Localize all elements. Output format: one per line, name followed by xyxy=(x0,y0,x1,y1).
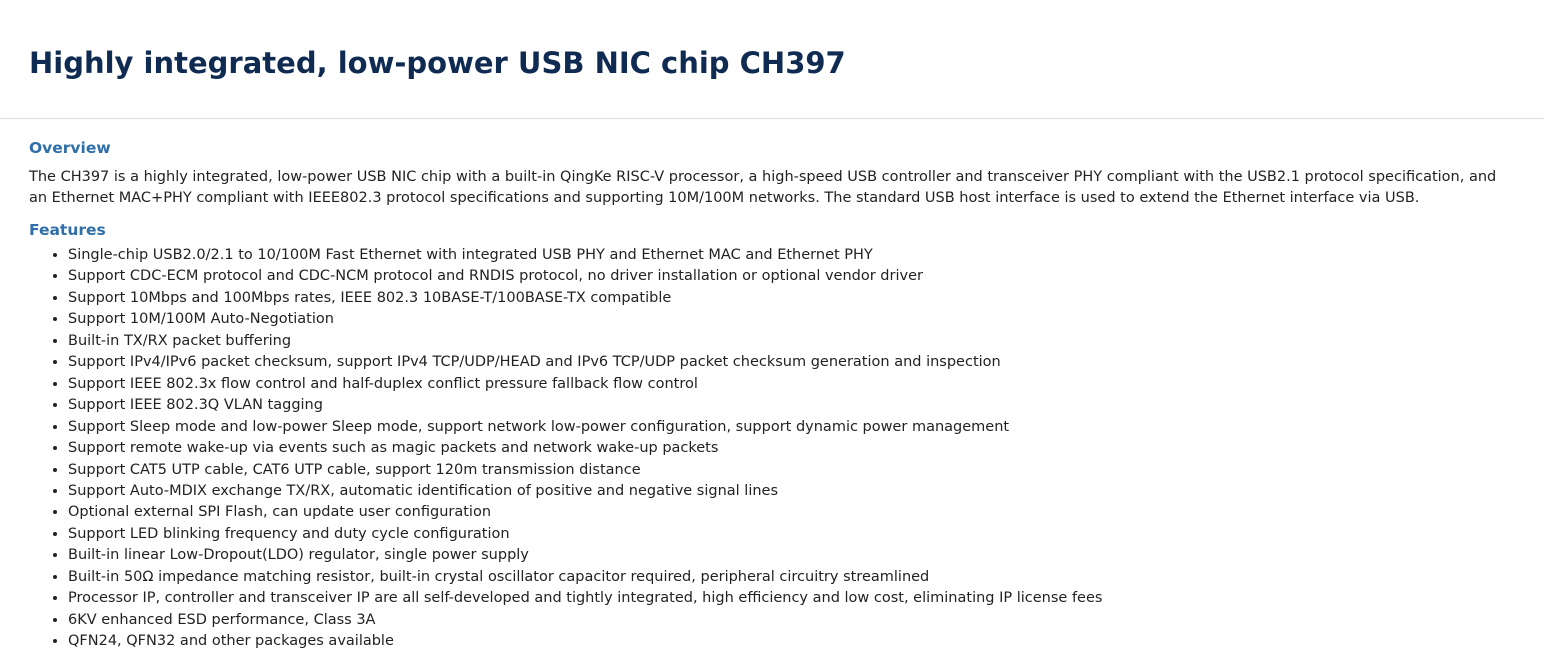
feature-item: • QFN24, QFN32 and other packages available xyxy=(68,631,1515,652)
feature-item: • Support IEEE 802.3Q VLAN tagging xyxy=(68,395,1515,416)
feature-item: • Support IEEE 802.3x flow control and half-duplex conflict pressure fallback flow control xyxy=(68,374,1515,395)
feature-item: • Support 10Mbps and 100Mbps rates, IEEE 802.3 10BASE-T/100BASE-TX compatible xyxy=(68,288,1515,309)
page-header xyxy=(0,0,1544,119)
features-heading: Features xyxy=(29,221,106,239)
feature-item: • Optional external SPI Flash, can update user configuration xyxy=(68,502,1515,523)
feature-item: • Processor IP, controller and transceiver IP are all self-developed and tightly integrated, high efficiency and low cost, eliminating IP license fees xyxy=(68,588,1515,609)
feature-item: • Single-chip USB2.0/2.1 to 10/100M Fast Ethernet with integrated USB PHY and Ethernet MAC and Ethernet PHY xyxy=(68,245,1515,266)
feature-item: • 6KV enhanced ESD performance, Class 3A xyxy=(68,610,1515,631)
feature-item: • Support 10M/100M Auto-Negotiation xyxy=(68,309,1515,330)
features-list xyxy=(29,245,1515,653)
feature-item: • Support CDC-ECM protocol and CDC-NCM protocol and RNDIS protocol, no driver installation or optional vendor driver xyxy=(68,266,1515,287)
page-title: Highly integrated, low-power USB NIC chip CH397 xyxy=(29,46,846,80)
feature-item: • Support CAT5 UTP cable, CAT6 UTP cable, support 120m transmission distance xyxy=(68,460,1515,481)
overview-section xyxy=(29,137,1515,209)
feature-item: • Support Auto-MDIX exchange TX/RX, automatic identification of positive and negative signal lines xyxy=(68,481,1515,502)
feature-item: • Support IPv4/IPv6 packet checksum, support IPv4 TCP/UDP/HEAD and IPv6 TCP/UDP packet checksum generation and inspection xyxy=(68,352,1515,373)
features-section xyxy=(29,219,1515,653)
overview-text: The CH397 is a highly integrated, low-power USB NIC chip with a built-in QingKe RISC-V processor, a high-speed USB controller and transceiver PHY compliant with the USB2.1 protocol specification, and an Ethernet MAC+PHY compliant with IEEE802.3 protocol specifications and supporting 10M/100M networks. The standard USB host interface is used to extend the Ethernet interface via USB. xyxy=(29,169,1497,206)
feature-item: • Support Sleep mode and low-power Sleep mode, support network low-power configuration, support dynamic power management xyxy=(68,417,1515,438)
product-content xyxy=(29,137,1515,653)
feature-item: • Built-in 50Ω impedance matching resistor, built-in crystal oscillator capacitor required, peripheral circuitry streamlined xyxy=(68,567,1515,588)
overview-heading: Overview xyxy=(29,139,111,157)
feature-item: • Built-in TX/RX packet buffering xyxy=(68,331,1515,352)
feature-item: • Support LED blinking frequency and duty cycle configuration xyxy=(68,524,1515,545)
feature-item: • Built-in linear Low-Dropout(LDO) regulator, single power supply xyxy=(68,545,1515,566)
feature-item: • Support remote wake-up via events such as magic packets and network wake-up packets xyxy=(68,438,1515,459)
